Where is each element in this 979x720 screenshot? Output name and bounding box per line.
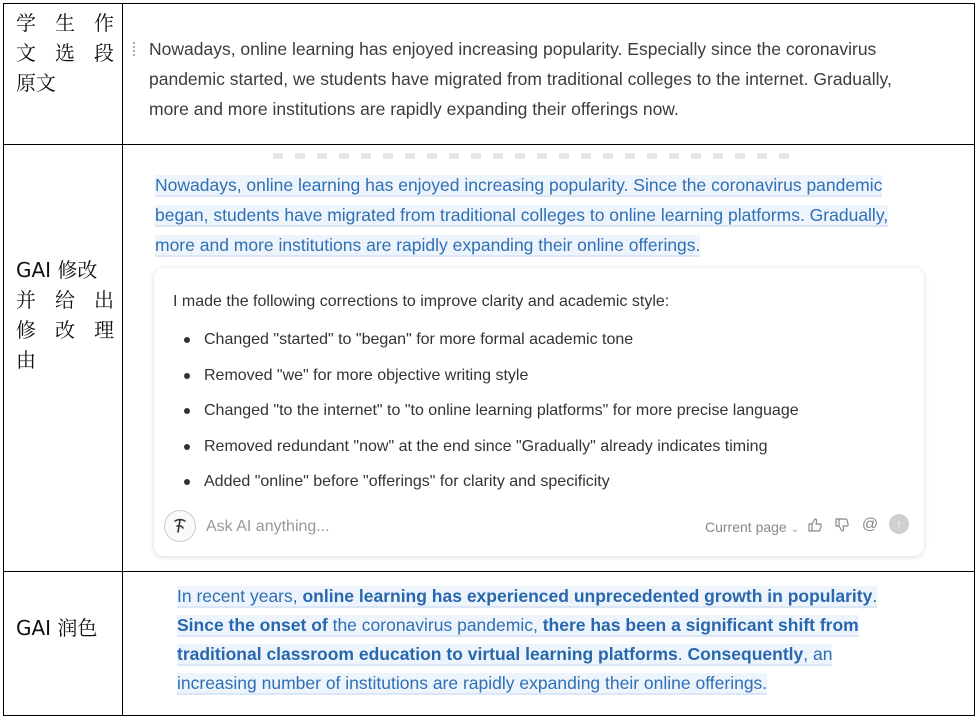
label-line: 修 改 理 xyxy=(16,318,114,342)
send-icon[interactable]: ↑ xyxy=(889,514,909,534)
polished-segment: the coronavirus pandemic, xyxy=(327,615,543,635)
list-item: Changed "started" to "began" for more formal academic tone xyxy=(174,322,799,358)
polished-bold-segment: there has been a significant shift from traditional classroom education to virtual learning platforms xyxy=(177,615,859,664)
polished-segment: . xyxy=(677,644,688,664)
scope-selector[interactable] xyxy=(705,519,799,535)
label-line: 原文 xyxy=(16,71,56,95)
row-revision xyxy=(4,145,975,572)
content-cell-polish xyxy=(123,572,975,716)
list-item: Added "online" before "offerings" for clarity and specificity xyxy=(174,464,799,500)
thumbs-up-icon[interactable] xyxy=(804,514,826,536)
label-cell-polish xyxy=(4,572,123,716)
polished-segment: , an increasing number of institutions are rapidly expanding their online offerings. xyxy=(177,644,833,693)
ask-ai-input[interactable] xyxy=(206,516,506,538)
row-polish xyxy=(4,572,975,716)
ai-response-intro: I made the following corrections to improve clarity and academic style: xyxy=(173,293,670,310)
ai-logo-icon xyxy=(164,510,196,542)
original-text: Nowadays, online learning has enjoyed increasing popularity. Especially since the coronavirus pandemic started, we students have migrated from traditional colleges to the internet. Gradually, more and more institutions are rapidly expanding their offerings now. xyxy=(149,39,892,119)
at-mention-icon[interactable]: @ xyxy=(861,516,879,533)
scope-label: Current page xyxy=(705,519,787,535)
list-item: Changed "to the internet" to "to online learning platforms" for more precise language xyxy=(174,393,799,429)
polished-text-block[interactable] xyxy=(177,582,917,698)
polished-bold-segment: Consequently xyxy=(687,644,804,664)
label-line: 文 选 段 xyxy=(16,41,114,65)
ask-ai-bar xyxy=(164,508,914,546)
revised-text: Nowadays, online learning has enjoyed increasing popularity. Since the coronavirus pandemic began, students have migrated from traditional colleges to online learning platforms. Gradually, more and more institutions are rapidly expanding their online offerings. xyxy=(155,175,889,255)
label-cell-revision xyxy=(4,145,123,572)
content-cell-revision xyxy=(123,145,975,572)
label-line: 学 生 作 xyxy=(16,11,114,35)
polished-segment: In recent years, xyxy=(177,586,303,606)
label-line: GAI 修改 xyxy=(16,258,98,282)
original-text-block[interactable] xyxy=(123,4,974,124)
label-line: GAI 润色 xyxy=(16,616,98,640)
content-cell-original xyxy=(123,4,975,145)
drag-handle-icon[interactable] xyxy=(132,40,136,56)
polished-segment: . xyxy=(872,586,878,606)
list-item: Removed "we" for more objective writing style xyxy=(174,358,799,394)
polished-bold-segment: Since the onset of xyxy=(177,615,328,635)
chevron-down-icon: ⌄ xyxy=(790,524,800,535)
comparison-table xyxy=(3,3,975,716)
label-line: 并 给 出 xyxy=(16,288,114,312)
label-line: 由 xyxy=(16,348,36,372)
row-original xyxy=(4,4,975,145)
thumbs-down-icon[interactable] xyxy=(831,514,853,536)
polished-bold-segment: online learning has experienced unprecedented growth in popularity xyxy=(302,586,873,606)
label-cell-original xyxy=(4,4,123,145)
ai-response-panel xyxy=(154,268,924,556)
cropped-text-fragment xyxy=(273,153,793,159)
corrections-list xyxy=(174,322,799,500)
list-item: Removed redundant "now" at the end since "Gradually" already indicates timing xyxy=(174,429,799,465)
revised-text-block[interactable] xyxy=(155,170,915,260)
